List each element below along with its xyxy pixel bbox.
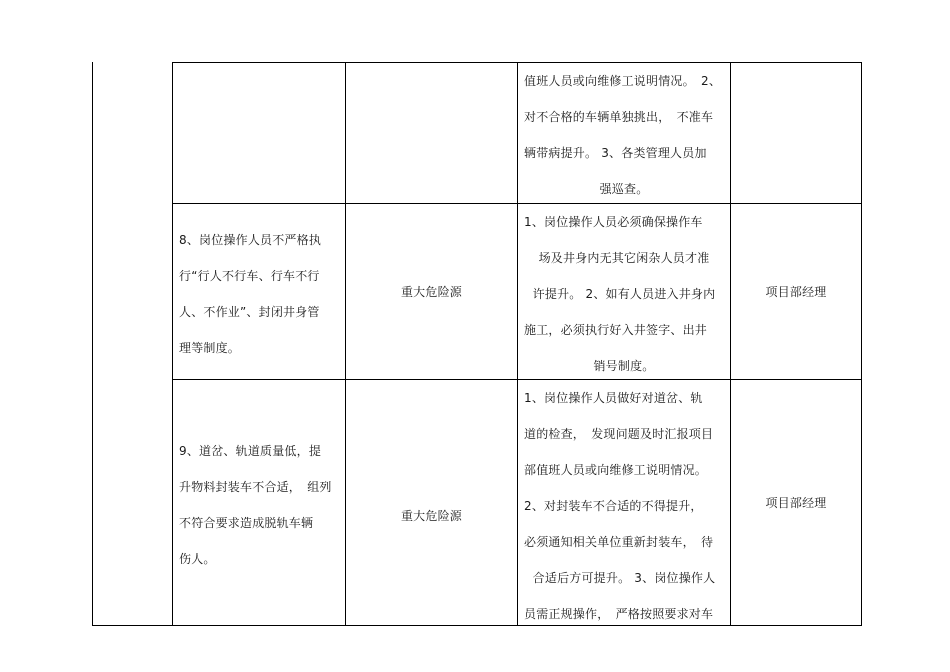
table-row <box>518 63 730 203</box>
measure-line: 许提升。 2、如有人员进入井身内 <box>532 287 716 301</box>
measure-line: 1、岗位操作人员必须确保操作车 <box>524 215 703 229</box>
risk-level-cell <box>346 380 517 650</box>
hazard-line: 行“行人不行车、行车不行 <box>179 269 320 283</box>
measure-line: 部值班人员或向维修工说明情况。 <box>524 463 708 477</box>
responsible-person: 项目部经理 <box>765 496 827 510</box>
measure-line: 强巡查。 <box>599 182 649 196</box>
risk-level-cell <box>346 204 517 379</box>
risk-level: 重大危险源 <box>400 508 462 523</box>
measure-line: 场及井身内无其它闲杂人员才准 <box>538 251 710 265</box>
hazard-line: 不符合要求造成脱轨车辆 <box>179 516 314 530</box>
table-border-right <box>861 62 862 626</box>
responsible-cell <box>731 380 861 625</box>
measure-line: 必须通知相关单位重新封装车， 待 <box>524 535 714 549</box>
hazard-line: 9、道岔、轨道质量低，提 <box>179 444 322 458</box>
responsible-cell <box>731 204 861 379</box>
measure-line: 员需正规操作， 严格按照要求对车 <box>524 607 714 621</box>
risk-level: 重大危险源 <box>400 285 462 299</box>
hazard-cell <box>173 222 345 366</box>
measure-line: 2、对封装车不合适的不得提升， <box>524 499 703 513</box>
measure-line: 对不合格的车辆单独挑出， 不准车 <box>524 110 714 124</box>
measures-cell <box>518 204 730 379</box>
hazard-line: 升物料封装车不合适， 组列 <box>179 480 332 494</box>
hazard-line: 8、岗位操作人员不严格执 <box>179 233 322 247</box>
measure-line: 辆带病提升。 3、各类管理人员加 <box>524 146 707 160</box>
hazard-line: 理等制度。 <box>179 341 241 355</box>
measure-line: 1、岗位操作人员做好对道岔、轨 <box>524 391 703 405</box>
hazard-cell <box>173 433 345 577</box>
measure-line: 施工，必须执行好入井签字、出井 <box>524 323 708 337</box>
measure-line: 合适后方可提升。 3、岗位操作人 <box>532 571 716 585</box>
table-border-left <box>92 62 93 626</box>
measure-line: 值班人员或向维修工说明情况。 2、 <box>524 74 722 88</box>
responsible-person: 项目部经理 <box>765 285 827 299</box>
measures-cell <box>518 380 730 625</box>
hazard-line: 伤人。 <box>179 552 216 566</box>
table-border-top <box>172 62 862 63</box>
measure-line: 道的检查， 发现问题及时汇报项目 <box>524 427 714 441</box>
hazard-line: 人、不作业”、封闭井身管 <box>179 305 320 319</box>
measure-line: 销号制度。 <box>593 359 655 373</box>
